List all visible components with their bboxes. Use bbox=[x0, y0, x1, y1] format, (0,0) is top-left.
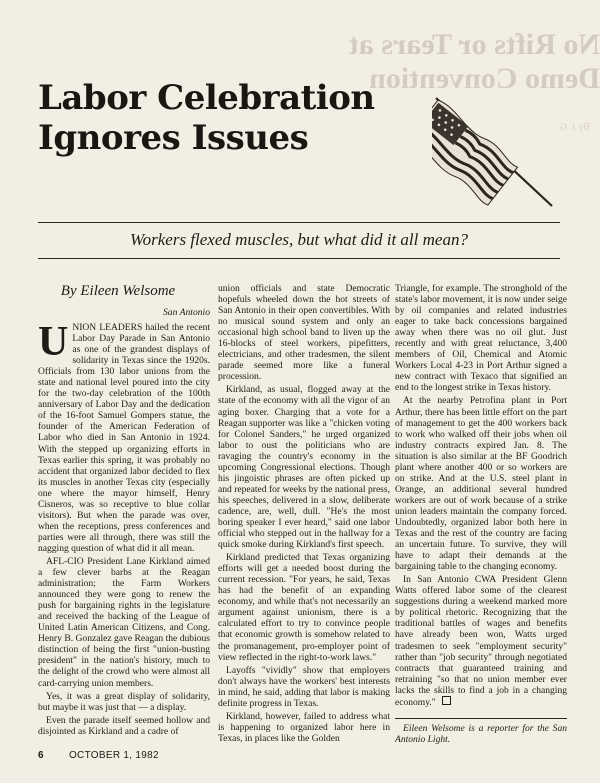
page-footer bbox=[38, 750, 159, 761]
paragraph: At the nearby Petrofina plant in Port Arthur, there has been little effort on the part of management to get the 400 workers back to work who walked off their jobs when oil industry contracts expired Jan. 8. The situation is also similar at the BF Goodrich plant where another 400 or so workers are on strike. And at the U.S. steel plant in Orange, an additional several hundred workers are out of work because of a strike union leaders maintain the company forced. Undoubtedly, organized labor both here in Texas and the rest of the country are facing an uncertain future. To survive, they will have to adapt their demands at the bargaining table to the changing economy. bbox=[395, 395, 567, 573]
end-of-article-mark bbox=[442, 696, 451, 705]
bleed-through-headline: No Rifts or Tears at Demo Convention bbox=[348, 28, 600, 95]
deck-top-rule bbox=[38, 222, 560, 223]
article-column-1 bbox=[38, 319, 210, 739]
headline bbox=[38, 78, 418, 158]
issue-date: OCTOBER 1, 1982 bbox=[68, 750, 159, 761]
headline-line-2: Ignores Issues bbox=[38, 118, 309, 158]
paragraph: Kirkland, as usual, flogged away at the state of the economy with all the vigor of an aging boxer. Charging that a vote for a Reagan supporter was like a "chicken voting for Colonel Sanders," he urged organized labor to oust the politicians who are ravaging the country's economy in the upcoming Congressional elections. Though his jingoistic phrases are often picked up and repeated for weeks by the national press, his speeches, delivered in a slow, deliberate cadence, are, well, dull. "He's the most boring speaker I ever heard," said one labor official who stepped out in the hallway for a quick smoke during Kirkland's first speech. bbox=[218, 384, 390, 551]
drop-cap: U bbox=[38, 319, 69, 365]
paragraph: Triangle, for example. The stronghold of the state's labor movement, it is now under seige by oil companies and related industries eager to take back concessions bargained away when there was no oil glut. Just recently and with great reluctance, 3,400 members of Oil, Chemical and Atomic Workers Local 4-23 in Port Arthur signed a new contract with Texaco that signified an end to the longest strike in Texas history. bbox=[395, 283, 567, 394]
byline: By Eileen Welsome bbox=[60, 283, 176, 299]
author-note: Eileen Welsome is a reporter for the San Antonio Light. bbox=[395, 722, 567, 745]
author-note-rule bbox=[395, 718, 567, 719]
paragraph: Kirkland predicted that Texas organizing efforts will get a needed boost during the current recession. "For years, he said, Texas has had the benefit of an expanding economy, and while that's not necessarily an argument against unionism, there is a calculated effort to try to convince people that economic growth is somehow related to the promanagement, pro-employer point of view reflected in the right-to-work laws." bbox=[218, 552, 390, 663]
paragraph: Layoffs "vividly" show that employers don't always have the workers' best interests in mind, he said, adding that labor is making definite progress in Texas. bbox=[218, 664, 390, 709]
article-column-3 bbox=[395, 283, 567, 747]
headline-line-1: Labor Celebration bbox=[38, 78, 375, 118]
paragraph: Kirkland, however, failed to address what is happening to organized labor here in Texas, in places like the Golden bbox=[218, 710, 390, 744]
paragraph: Even the parade itself seemed hollow and disjointed as Kirkland and a cadre of bbox=[38, 714, 210, 737]
deck-bottom-rule bbox=[38, 258, 560, 259]
paragraph: Yes, it was a great display of solidarity, but maybe it was just that — a display. bbox=[38, 690, 210, 713]
dateline: San Antonio bbox=[163, 307, 210, 318]
paragraph: union officials and state Democratic hopefuls wheeled down the hot streets of San Antonio in their open convertibles. With no musical sound system and only an occasional high school band to liven up the 16-blocks of steel workers, pipefitters, electricians, and other tradesmen, the silent parade seemed more like a funeral procession. bbox=[218, 283, 390, 383]
article-column-2 bbox=[218, 283, 390, 746]
paragraph: UNION LEADERS hailed the recent Labor Day Parade in San Antonio as one of the grandest displays of solidarity in Texas since the 1920s. Officials from 130 labor unions from the state and national level poured into the city for the two-day celebration of the 100th anniversary of Labor Day and the dedication of the 16-foot Samuel Gompers statue, the founder of the American Federation of Labor who died in San Antonio in 1924. With the stepped up organizing efforts in Texas earlier this spring, it was probably no accident that organized labor decided to flex its muscles in another Texas city (especially one where the mayor himself, Henry Cisneros, was so receptive to blue collar visitors). But when the parade was over, when the receptions, press conferences and parties were all through, there was still the nagging question of what did it all mean. bbox=[38, 319, 210, 554]
paragraph: AFL-CIO President Lane Kirkland aimed a few clever barbs at the Reagan administration; the Farm Workers announced they were gong to renew the push for bargaining rights in the legislature and received the backing of the League of United Latin American Citizens, and Cong. Henry B. Gonzalez gave Reagan the dubious distinction of being the first "union-busting president" in the nation's history, much to the delight of the crowd who were almost all card-carrying union members. bbox=[38, 555, 210, 689]
page-number: 6 bbox=[38, 750, 44, 761]
american-flag-illustration bbox=[432, 92, 562, 210]
deck-subheadline: Workers flexed muscles, but what did it all mean? bbox=[130, 230, 468, 249]
paragraph: In San Antonio CWA President Glenn Watts offered labor some of the clearest suggestions during a weekend marked more by political rhetoric. Recognizing that the traditional battles of wages and benefits have already been won, Watts urged tradesmen to seek "employment security" rather than "job security" through negotiated contracts that guaranteed training and retraining "so that no union member ever lacks the skills to find a job in a changing economy." bbox=[395, 574, 567, 708]
bleed-through-byline: By J. G. bbox=[557, 122, 590, 133]
